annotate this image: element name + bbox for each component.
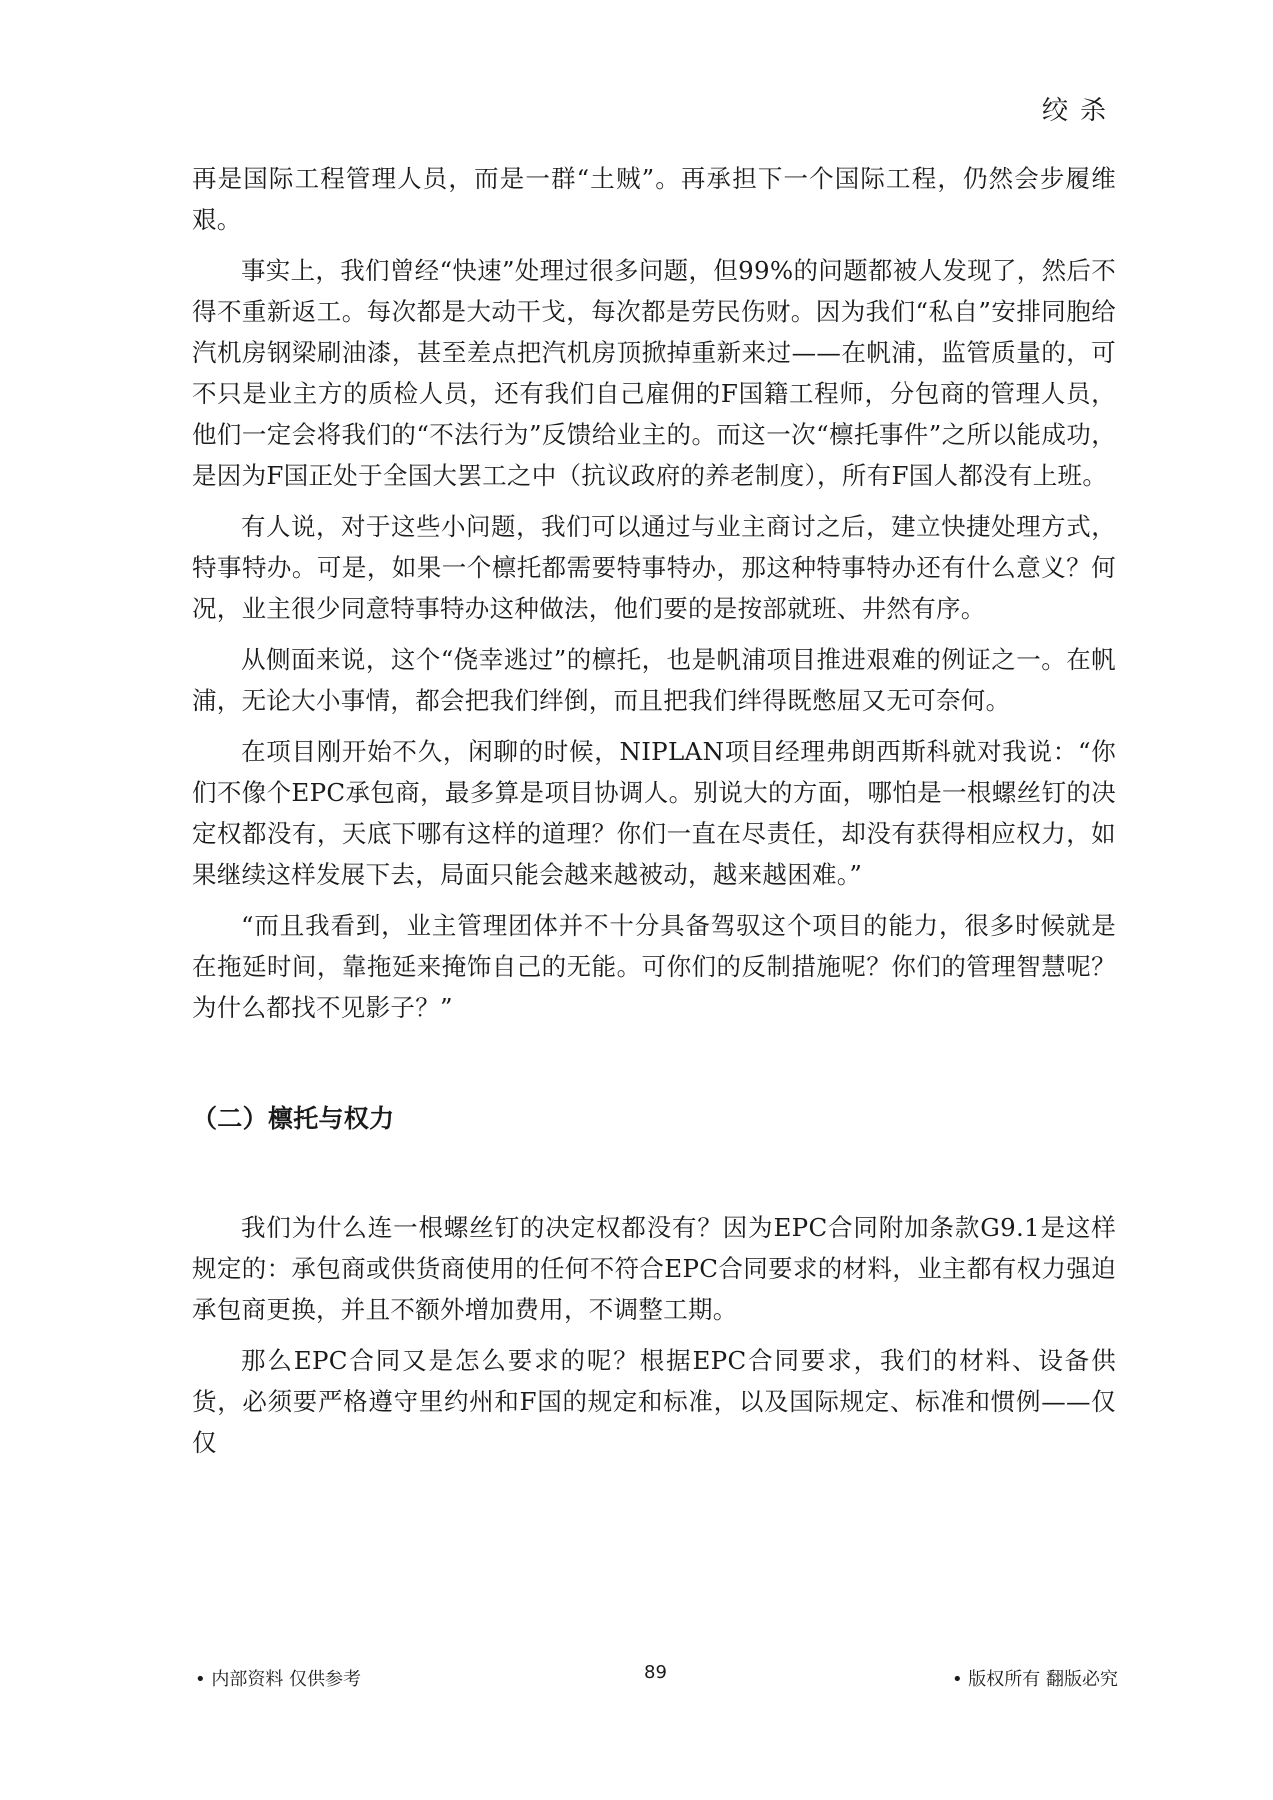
footer-notice-copyright: • 版权所有 翻版必究 (951, 1669, 1118, 1690)
paragraph: 在项目刚开始不久，闲聊的时候，NIPLAN项目经理弗朗西斯科就对我说：“你们不像个EPC承包商，最多算是项目协调人。别说大的方面，哪怕是一根螺丝钉的决定权都没有，天底下哪有这样的道理？你们一直在尽责任，却没有获得相应权力，如果继续这样发展下去，局面只能会越来越被动，越来越困难。” (192, 737, 1116, 889)
running-title: 绞杀 (1041, 96, 1118, 126)
section-heading: （二）檩托与权力 (192, 1104, 395, 1133)
document-body (192, 158, 1116, 1473)
paragraph: 我们为什么连一根螺丝钉的决定权都没有？因为EPC合同附加条款G9.1是这样规定的：承包商或供货商使用的任何不符合EPC合同要求的材料，业主都有权力强迫承包商更换，并且不额外增加费用，不调整工期。 (192, 1213, 1116, 1324)
paragraph: 事实上，我们曾经“快速”处理过很多问题，但99%的问题都被人发现了，然后不得不重新返工。每次都是大动干戈，每次都是劳民伤财。因为我们“私自”安排同胞给汽机房钢梁刷油漆，甚至差点把汽机房顶掀掉重新来过——在帆浦，监管质量的，可不只是业主方的质检人员，还有我们自己雇佣的F国籍工程师，分包商的管理人员，他们一定会将我们的“不法行为”反馈给业主的。而这一次“檩托事件”之所以能成功，是因为F国正处于全国大罢工之中（抗议政府的养老制度），所有F国人都没有上班。 (192, 256, 1116, 490)
paragraph: 再是国际工程管理人员，而是一群“土贼”。再承担下一个国际工程，仍然会步履维艰。 (192, 164, 1116, 234)
paragraph: 那么EPC合同又是怎么要求的呢？根据EPC合同要求，我们的材料、设备供货，必须要严格遵守里约州和F国的规定和标准，以及国际规定、标准和惯例——仅仅 (192, 1346, 1116, 1457)
paragraph: 从侧面来说，这个“侥幸逃过”的檩托，也是帆浦项目推进艰难的例证之一。在帆浦，无论大小事情，都会把我们绊倒，而且把我们绊得既憋屈又无可奈何。 (192, 645, 1116, 715)
paragraph: 有人说，对于这些小问题，我们可以通过与业主商讨之后，建立快捷处理方式，特事特办。可是，如果一个檩托都需要特事特办，那这种特事特办还有什么意义？何况，业主很少同意特事特办这种做法，他们要的是按部就班、井然有序。 (192, 512, 1116, 623)
paragraph: “而且我看到，业主管理团体并不十分具备驾驭这个项目的能力，很多时候就是在拖延时间，靠拖延来掩饰自己的无能。可你们的反制措施呢？你们的管理智慧呢？为什么都找不见影子？” (192, 911, 1116, 1022)
footer-notice-internal: • 内部资料 仅供参考 (195, 1669, 362, 1690)
page-number: 89 (644, 1662, 667, 1683)
